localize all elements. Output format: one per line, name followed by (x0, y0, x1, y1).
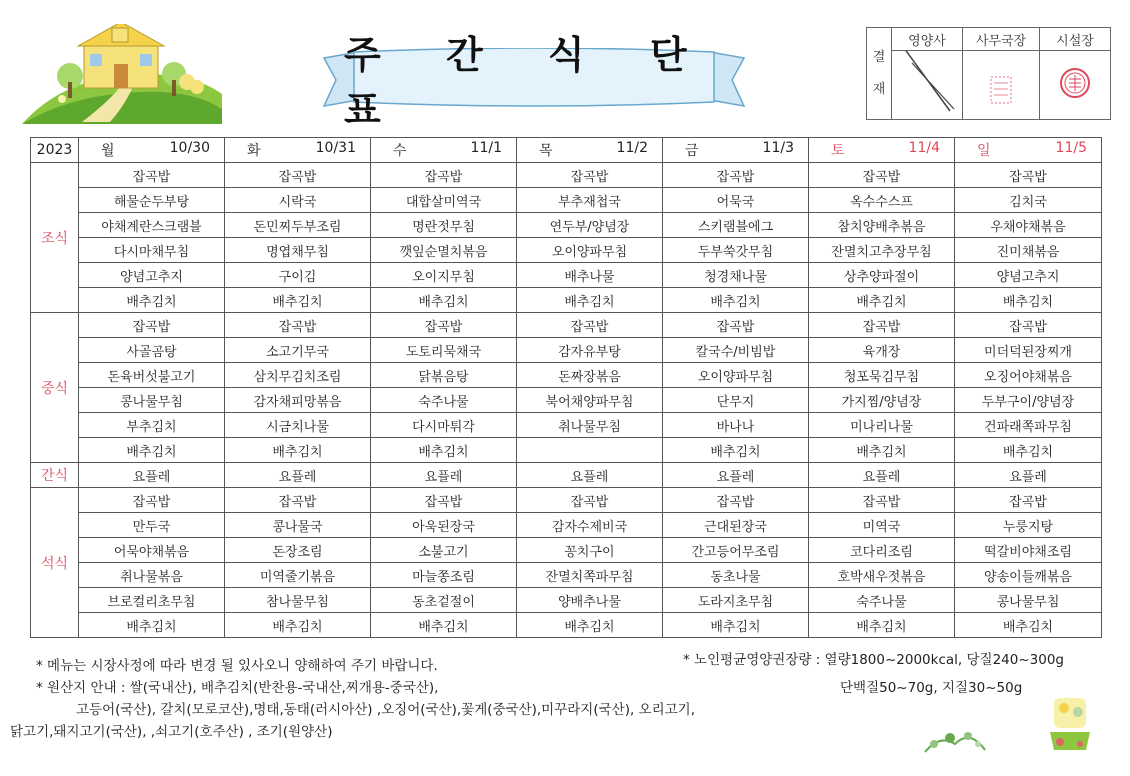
menu-cell: 구이김 (225, 263, 371, 288)
menu-cell: 만두국 (79, 513, 225, 538)
menu-cell: 누룽지탕 (955, 513, 1102, 538)
menu-cell: 배추김치 (371, 438, 517, 463)
table-row (31, 263, 1102, 288)
table-row (31, 163, 1102, 188)
table-row (31, 438, 1102, 463)
stamp-mark (963, 51, 1039, 115)
menu-cell: 미더덕된장찌개 (955, 338, 1102, 363)
page-title: 주 간 식 단 표 (344, 33, 713, 132)
menu-cell: 잡곡밥 (79, 488, 225, 513)
note-nutrition-2: 단백질50~70g, 지질30~50g (840, 680, 1023, 696)
menu-cell: 참치양배추볶음 (809, 213, 955, 238)
menu-cell: 잡곡밥 (955, 163, 1102, 188)
menu-cell: 우채야채볶음 (955, 213, 1102, 238)
menu-cell: 감자채피망볶음 (225, 388, 371, 413)
day-name: 토 (831, 143, 845, 159)
day-name: 목 (539, 143, 553, 159)
menu-cell: 동초겉절이 (371, 588, 517, 613)
menu-cell: 잡곡밥 (225, 488, 371, 513)
menu-cell: 콩나물국 (225, 513, 371, 538)
menu-cell: 시락국 (225, 188, 371, 213)
menu-cell: 연두부/양념장 (517, 213, 663, 238)
meal-label: 석식 (31, 488, 79, 638)
menu-cell: 요플레 (79, 463, 225, 488)
menu-cell: 잡곡밥 (955, 313, 1102, 338)
header-row (31, 138, 1102, 163)
table-row (31, 338, 1102, 363)
year-cell: 2023 (31, 138, 79, 163)
menu-cell: 요플레 (371, 463, 517, 488)
table-row (31, 588, 1102, 613)
menu-cell: 요플레 (225, 463, 371, 488)
menu-cell: 배추김치 (79, 613, 225, 638)
menu-cell: 소고기무국 (225, 338, 371, 363)
menu-cell: 잔멸치쪽파무침 (517, 563, 663, 588)
day-date: 11/2 (616, 140, 648, 156)
day-name: 수 (393, 143, 407, 159)
approval-label-top: 결 (872, 49, 886, 65)
menu-cell: 꽁치구이 (517, 538, 663, 563)
menu-cell: 배추김치 (371, 288, 517, 313)
menu-cell: 배추김치 (225, 613, 371, 638)
menu-cell: 잡곡밥 (371, 488, 517, 513)
menu-cell: 북어채양파무침 (517, 388, 663, 413)
table-row (31, 613, 1102, 638)
flower-pot-illustration (1040, 692, 1100, 756)
seal-icon (1040, 51, 1110, 115)
note-origin-1: * 원산지 안내 : 쌀(국내산), 배추김치(반찬용-국내산,찌개용-중국산), (36, 680, 439, 696)
menu-cell: 잔멸치고추장무침 (809, 238, 955, 263)
table-row (31, 513, 1102, 538)
menu-cell: 감자수제비국 (517, 513, 663, 538)
menu-cell: 참나물무침 (225, 588, 371, 613)
menu-cell: 코다리조림 (809, 538, 955, 563)
header (0, 0, 1130, 135)
menu-cell: 상추양파절이 (809, 263, 955, 288)
menu-cell: 양송이들깨볶음 (955, 563, 1102, 588)
day-name: 화 (247, 143, 261, 159)
menu-cell: 명란젓무침 (371, 213, 517, 238)
day-name: 월 (101, 143, 115, 159)
menu-cell: 양념고추지 (79, 263, 225, 288)
menu-cell: 두부쑥갓무침 (663, 238, 809, 263)
approval-sign-nutritionist (892, 51, 963, 120)
menu-cell: 숙주나물 (809, 588, 955, 613)
menu-cell: 배추김치 (809, 613, 955, 638)
menu-cell: 돈민찌두부조림 (225, 213, 371, 238)
day-date: 11/4 (908, 140, 940, 156)
menu-cell: 부추재첩국 (517, 188, 663, 213)
menu-cell: 소불고기 (371, 538, 517, 563)
menu-cell: 요플레 (955, 463, 1102, 488)
menu-cell: 돈짜장볶음 (517, 363, 663, 388)
table-row (31, 213, 1102, 238)
menu-cell: 배추김치 (663, 438, 809, 463)
menu-cell: 시금치나물 (225, 413, 371, 438)
menu-cell: 배추김치 (663, 288, 809, 313)
approval-label-bottom: 재 (872, 81, 886, 97)
menu-cell: 단무지 (663, 388, 809, 413)
day-name: 일 (977, 143, 991, 159)
day-header-2 (371, 138, 517, 163)
menu-cell: 배추김치 (79, 288, 225, 313)
menu-cell: 돈육버섯불고기 (79, 363, 225, 388)
menu-cell: 돈장조림 (225, 538, 371, 563)
menu-cell: 배추김치 (955, 613, 1102, 638)
menu-cell: 잡곡밥 (809, 313, 955, 338)
menu-cell: 옥수수스프 (809, 188, 955, 213)
note-origin-3: 닭고기,돼지고기(국산), ,쇠고기(호주산) , 조기(원양산) (10, 724, 333, 740)
menu-cell: 취나물무침 (517, 413, 663, 438)
menu-cell: 잡곡밥 (663, 163, 809, 188)
menu-cell: 취나물볶음 (79, 563, 225, 588)
menu-cell: 김치국 (955, 188, 1102, 213)
menu-cell: 잡곡밥 (663, 488, 809, 513)
menu-cell (517, 438, 663, 463)
approval-role-manager: 사무국장 (963, 28, 1040, 51)
menu-cell: 잡곡밥 (517, 163, 663, 188)
note-menu-change: * 메뉴는 시장사정에 따라 변경 될 있사오니 양해하여 주기 바랍니다. (36, 658, 438, 674)
menu-cell: 어묵야채볶음 (79, 538, 225, 563)
menu-cell: 마늘쫑조림 (371, 563, 517, 588)
day-date: 10/30 (169, 140, 210, 156)
menu-cell: 배추김치 (517, 613, 663, 638)
menu-cell: 콩나물무침 (79, 388, 225, 413)
day-name: 금 (685, 143, 699, 159)
menu-cell: 오징어야채볶음 (955, 363, 1102, 388)
menu-cell: 가지찜/양념장 (809, 388, 955, 413)
table-row (31, 538, 1102, 563)
menu-cell: 요플레 (663, 463, 809, 488)
menu-cell: 동초나물 (663, 563, 809, 588)
menu-table (30, 137, 1102, 638)
menu-cell: 청경채나물 (663, 263, 809, 288)
menu-cell: 건파래쪽파무침 (955, 413, 1102, 438)
menu-cell: 두부구이/양념장 (955, 388, 1102, 413)
menu-cell: 청포묵김무침 (809, 363, 955, 388)
menu-cell: 사골곰탕 (79, 338, 225, 363)
menu-cell: 배추김치 (809, 288, 955, 313)
day-date: 11/1 (470, 140, 502, 156)
table-row (31, 313, 1102, 338)
menu-cell: 부추김치 (79, 413, 225, 438)
menu-cell: 다시마튀각 (371, 413, 517, 438)
menu-cell: 배추김치 (371, 613, 517, 638)
day-header-5 (809, 138, 955, 163)
menu-cell: 아욱된장국 (371, 513, 517, 538)
house-illustration (22, 24, 222, 124)
menu-cell: 숙주나물 (371, 388, 517, 413)
menu-cell: 배추김치 (225, 438, 371, 463)
menu-cell: 명엽채무침 (225, 238, 371, 263)
menu-cell: 대합살미역국 (371, 188, 517, 213)
plant-illustration (920, 714, 990, 754)
menu-cell: 잡곡밥 (79, 313, 225, 338)
menu-cell: 스키램블에그 (663, 213, 809, 238)
table-row (31, 238, 1102, 263)
table-row (31, 288, 1102, 313)
approval-role-nutritionist: 영양사 (892, 28, 963, 51)
approval-side-label (867, 28, 892, 120)
menu-cell: 오이양파무침 (517, 238, 663, 263)
day-date: 11/3 (762, 140, 794, 156)
table-row (31, 488, 1102, 513)
menu-cell: 호박새우젓볶음 (809, 563, 955, 588)
menu-cell: 도토리묵채국 (371, 338, 517, 363)
day-date: 11/5 (1055, 140, 1087, 156)
menu-cell: 잡곡밥 (79, 163, 225, 188)
menu-cell: 삼치무김치조림 (225, 363, 371, 388)
menu-cell: 잡곡밥 (517, 488, 663, 513)
day-header-0 (79, 138, 225, 163)
menu-cell: 브로컬리초무침 (79, 588, 225, 613)
menu-cell: 잡곡밥 (809, 488, 955, 513)
menu-cell: 잡곡밥 (371, 313, 517, 338)
menu-cell: 육개장 (809, 338, 955, 363)
table-row (31, 388, 1102, 413)
menu-cell: 배추김치 (663, 613, 809, 638)
menu-cell: 미나리나물 (809, 413, 955, 438)
menu-cell: 잡곡밥 (809, 163, 955, 188)
table-row (31, 413, 1102, 438)
menu-cell: 도라지초무침 (663, 588, 809, 613)
footer-notes (0, 650, 1130, 776)
menu-cell: 미역국 (809, 513, 955, 538)
menu-cell: 배추김치 (955, 438, 1102, 463)
menu-cell: 요플레 (809, 463, 955, 488)
menu-cell: 진미채볶음 (955, 238, 1102, 263)
menu-cell: 잡곡밥 (955, 488, 1102, 513)
menu-cell: 감자유부탕 (517, 338, 663, 363)
day-header-6 (955, 138, 1102, 163)
menu-cell: 배추김치 (955, 288, 1102, 313)
menu-cell: 배추김치 (225, 288, 371, 313)
menu-cell: 미역줄기볶음 (225, 563, 371, 588)
menu-cell: 양배추나물 (517, 588, 663, 613)
day-header-1 (225, 138, 371, 163)
table-row (31, 363, 1102, 388)
menu-cell: 잡곡밥 (517, 313, 663, 338)
table-row (31, 463, 1102, 488)
menu-cell: 잡곡밥 (663, 313, 809, 338)
menu-cell: 배추김치 (79, 438, 225, 463)
menu-cell: 간고등어무조림 (663, 538, 809, 563)
menu-cell: 근대된장국 (663, 513, 809, 538)
menu-cell: 요플레 (517, 463, 663, 488)
signature-mark (892, 51, 962, 115)
menu-cell: 콩나물무침 (955, 588, 1102, 613)
day-date: 10/31 (315, 140, 356, 156)
approval-sign-director (1040, 51, 1111, 120)
meal-label: 조식 (31, 163, 79, 313)
menu-cell: 바나나 (663, 413, 809, 438)
menu-cell: 해물순두부탕 (79, 188, 225, 213)
table-row (31, 188, 1102, 213)
menu-cell: 오이지무침 (371, 263, 517, 288)
menu-cell: 잡곡밥 (371, 163, 517, 188)
menu-cell: 깻잎순멸치볶음 (371, 238, 517, 263)
menu-cell: 어묵국 (663, 188, 809, 213)
approval-box (866, 27, 1111, 120)
meal-label: 간식 (31, 463, 79, 488)
day-header-3 (517, 138, 663, 163)
menu-cell: 오이양파무침 (663, 363, 809, 388)
menu-cell: 칼국수/비빔밥 (663, 338, 809, 363)
approval-sign-manager (963, 51, 1040, 120)
menu-cell: 잡곡밥 (225, 313, 371, 338)
menu-cell: 닭볶음탕 (371, 363, 517, 388)
meal-label: 중식 (31, 313, 79, 463)
menu-cell: 배추김치 (517, 288, 663, 313)
menu-cell: 배추나물 (517, 263, 663, 288)
menu-cell: 양념고추지 (955, 263, 1102, 288)
menu-cell: 야채계란스크램블 (79, 213, 225, 238)
menu-cell: 다시마채무침 (79, 238, 225, 263)
approval-role-director: 시설장 (1040, 28, 1111, 51)
note-origin-2: 고등어(국산), 갈치(모로코산),명태,동태(러시아산) ,오징어(국산),꽃게(중국산),미꾸라지(국산), 오리고기, (76, 702, 696, 718)
menu-cell: 배추김치 (809, 438, 955, 463)
menu-cell: 잡곡밥 (225, 163, 371, 188)
menu-cell: 떡갈비야채조림 (955, 538, 1102, 563)
note-nutrition-1: * 노인평균영양권장량 : 열량1800~2000kcal, 당질240~300g (683, 652, 1064, 668)
table-row (31, 563, 1102, 588)
day-header-4 (663, 138, 809, 163)
